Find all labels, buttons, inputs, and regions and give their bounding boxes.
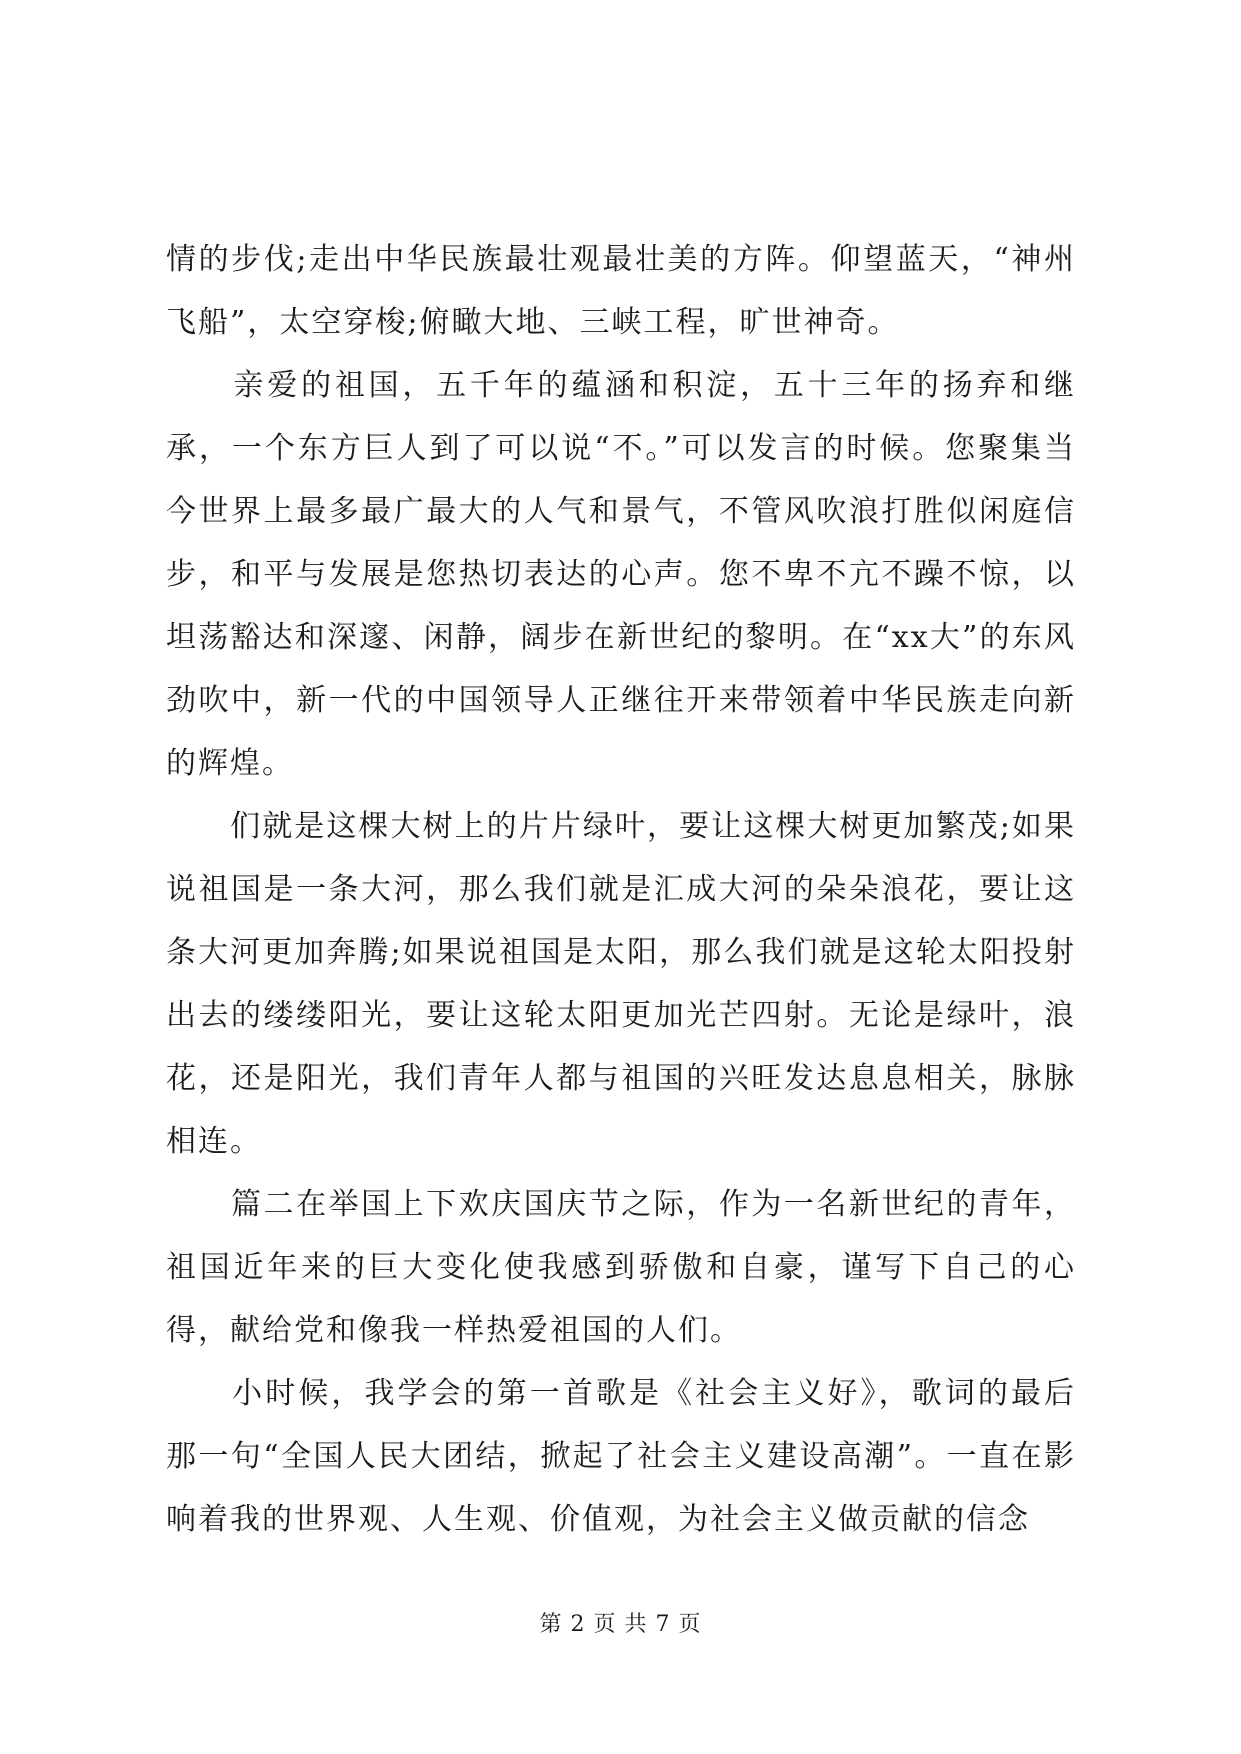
paragraph-4: 篇二在举国上下欢庆国庆节之际，作为一名新世纪的青年，祖国近年来的巨大变化使我感到骄傲和自豪，谨写下自己的心得，献给党和像我一样热爱祖国的人们。 bbox=[166, 1187, 1076, 1348]
paragraph-3: 们就是这棵大树上的片片绿叶，要让这棵大树更加繁茂;如果说祖国是一条大河，那么我们就是汇成大河的朵朵浪花，要让这条大河更加奔腾;如果说祖国是太阳，那么我们就是这轮太阳投射出去的缕缕阳光，要让这轮太阳更加光芒四射。无论是绿叶，浪花，还是阳光，我们青年人都与祖国的兴旺发达息息相关，脉脉相连。 bbox=[166, 809, 1076, 1159]
document-body bbox=[166, 228, 1076, 1551]
paragraph-5: 小时候，我学会的第一首歌是《社会主义好》，歌词的最后那一句“全国人民大团结，掀起了社会主义建设高潮”。一直在影响着我的世界观、人生观、价值观，为社会主义做贡献的信念 bbox=[166, 1376, 1076, 1537]
paragraph-2: 亲爱的祖国，五千年的蕴涵和积淀，五十三年的扬弃和继承，一个东方巨人到了可以说“不。”可以发言的时候。您聚集当今世界上最多最广最大的人气和景气，不管风吹浪打胜似闲庭信步，和平与发展是您热切表达的心声。您不卑不亢不躁不惊，以坦荡豁达和深邃、闲静，阔步在新世纪的黎明。在“xx大”的东风劲吹中，新一代的中国领导人正继往开来带领着中华民族走向新的辉煌。 bbox=[166, 368, 1076, 781]
page-footer bbox=[0, 1610, 1241, 1640]
paragraph-1: 情的步伐;走出中华民族最壮观最壮美的方阵。仰望蓝天，“神州飞船”，太空穿梭;俯瞰大地、三峡工程，旷世神奇。 bbox=[166, 242, 1076, 340]
page-number-label: 第 2 页 共 7 页 bbox=[539, 1612, 702, 1637]
